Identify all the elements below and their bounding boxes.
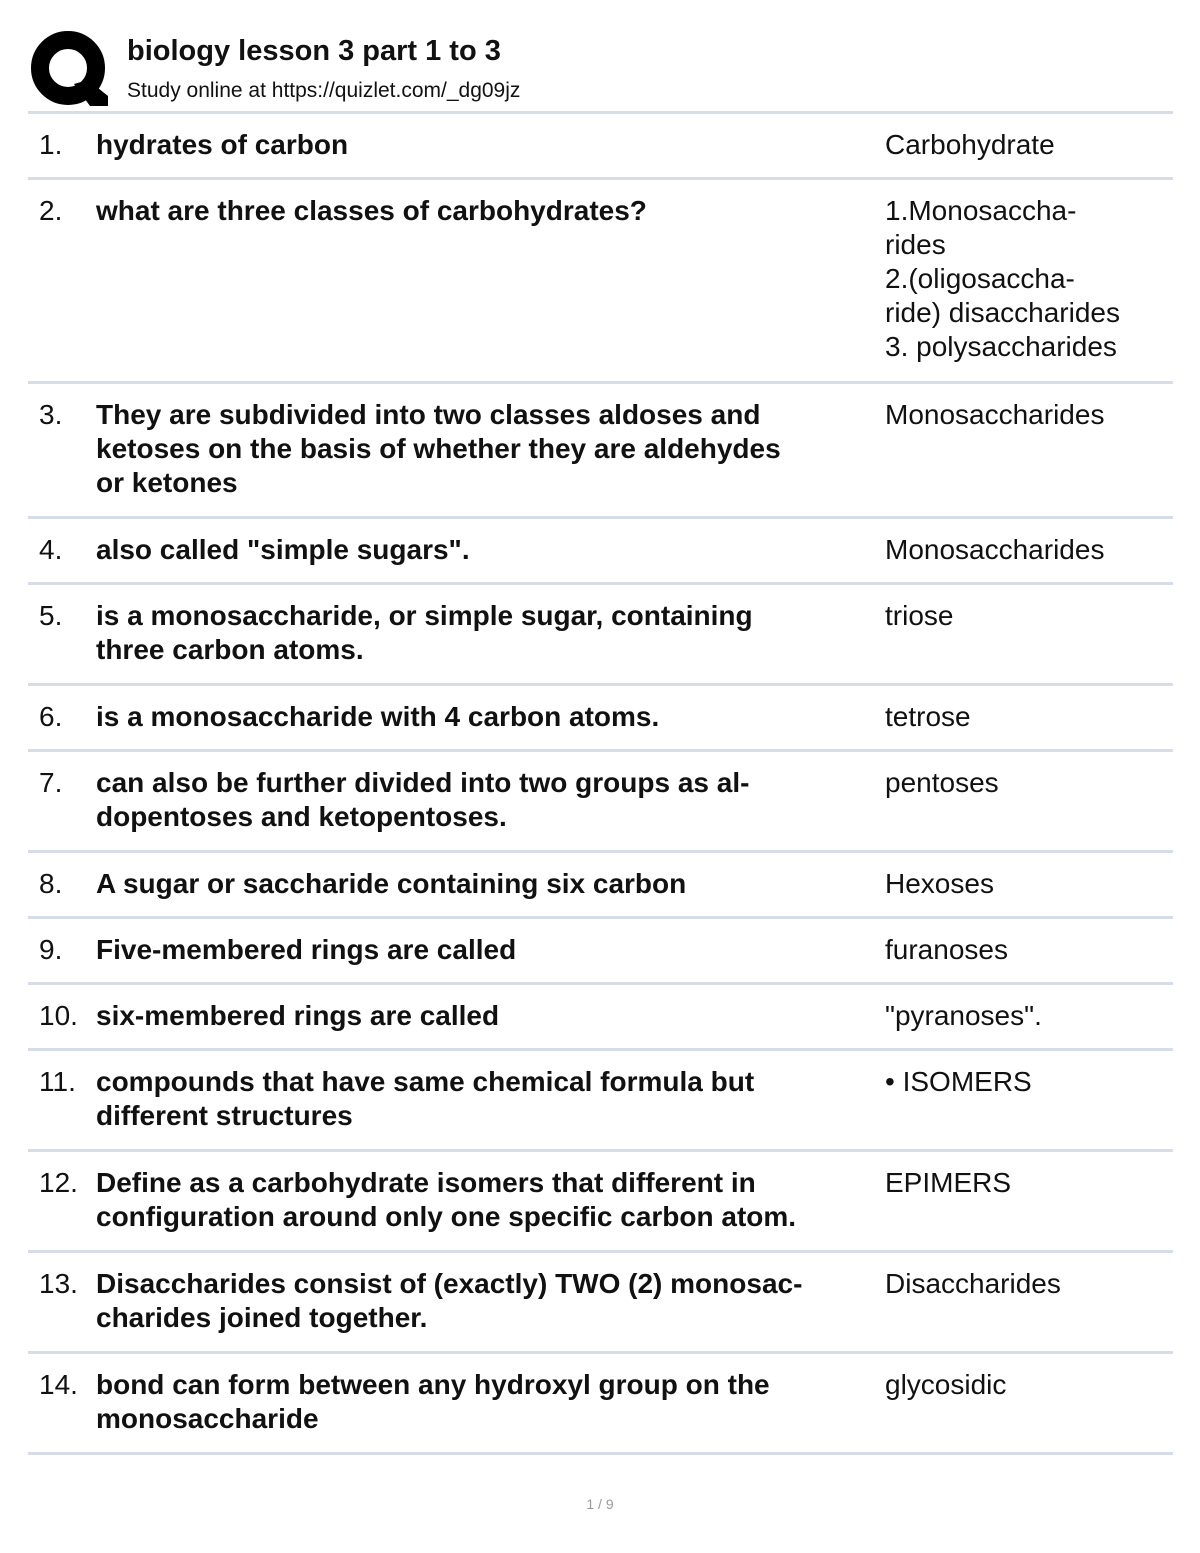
flashcard-row — [28, 519, 1173, 585]
card-definition: • ISOMERS — [885, 1066, 1032, 1097]
card-definition: pentoses — [885, 767, 999, 798]
card-number: 8. — [39, 868, 63, 899]
flashcard-row — [28, 1051, 1173, 1152]
card-term: what are three classes of carbohydrates? — [96, 195, 647, 226]
flashcard-list — [28, 111, 1173, 1455]
card-term: compounds that have same chemical formula but different structures — [96, 1066, 755, 1131]
card-term: A sugar or saccharide containing six carbon — [96, 868, 687, 899]
quizlet-logo-icon — [30, 30, 108, 108]
study-link-text: Study online at https://quizlet.com/_dg09jz — [127, 79, 521, 102]
card-definition: EPIMERS — [885, 1167, 1012, 1198]
flashcard-row — [28, 180, 1173, 384]
flashcard-row — [28, 1152, 1173, 1253]
card-term: Five-membered rings are called — [96, 934, 517, 965]
card-definition: Monosaccharides — [885, 534, 1105, 565]
flashcard-row — [28, 585, 1173, 686]
card-number: 5. — [39, 600, 63, 631]
flashcard-row — [28, 686, 1173, 752]
card-number: 14. — [39, 1369, 78, 1400]
card-definition: furanoses — [885, 934, 1008, 965]
card-definition: "pyranoses". — [885, 1000, 1042, 1031]
flashcard-row — [28, 752, 1173, 853]
card-definition: 1.Monosaccha- rides 2.(oligosaccha- ride) disaccharides 3. polysaccharides — [885, 195, 1120, 362]
flashcard-row — [28, 919, 1173, 985]
card-definition: Monosaccharides — [885, 399, 1105, 430]
card-term: Disaccharides consist of (exactly) TWO (2) monosac- charides joined together. — [96, 1268, 803, 1333]
card-number: 9. — [39, 934, 63, 965]
document-header — [30, 30, 1172, 110]
card-term: can also be further divided into two groups as al- dopentoses and ketopentoses. — [96, 767, 750, 832]
card-number: 2. — [39, 195, 63, 226]
card-term: bond can form between any hydroxyl group on the monosaccharide — [96, 1369, 770, 1434]
card-number: 7. — [39, 767, 63, 798]
flashcard-row — [28, 384, 1173, 519]
card-number: 6. — [39, 701, 63, 732]
card-definition: Carbohydrate — [885, 129, 1055, 160]
flashcard-row — [28, 1354, 1173, 1455]
card-number: 1. — [39, 129, 63, 160]
card-term: Define as a carbohydrate isomers that different in configuration around only one specific carbon atom. — [96, 1167, 797, 1232]
card-number: 13. — [39, 1268, 78, 1299]
card-number: 11. — [39, 1066, 76, 1097]
card-number: 10. — [39, 1000, 78, 1031]
flashcard-row — [28, 853, 1173, 919]
page-title: biology lesson 3 part 1 to 3 — [127, 35, 501, 67]
card-definition: glycosidic — [885, 1369, 1007, 1400]
card-term: hydrates of carbon — [96, 129, 349, 160]
flashcard-row — [28, 114, 1173, 180]
card-term: They are subdivided into two classes aldoses and ketoses on the basis of whether they are aldehydes or ketones — [96, 399, 781, 498]
card-number: 3. — [39, 399, 63, 430]
page-number: 1 / 9 — [586, 1496, 614, 1512]
card-term: six-membered rings are called — [96, 1000, 500, 1031]
card-term: is a monosaccharide, or simple sugar, containing three carbon atoms. — [96, 600, 753, 665]
card-definition: triose — [885, 600, 954, 631]
flashcard-row — [28, 985, 1173, 1051]
card-term: is a monosaccharide with 4 carbon atoms. — [96, 701, 660, 732]
flashcard-row — [28, 1253, 1173, 1354]
card-definition: Hexoses — [885, 868, 994, 899]
card-number: 12. — [39, 1167, 78, 1198]
card-term: also called "simple sugars". — [96, 534, 470, 565]
card-number: 4. — [39, 534, 63, 565]
card-definition: Disaccharides — [885, 1268, 1061, 1299]
card-definition: tetrose — [885, 701, 971, 732]
